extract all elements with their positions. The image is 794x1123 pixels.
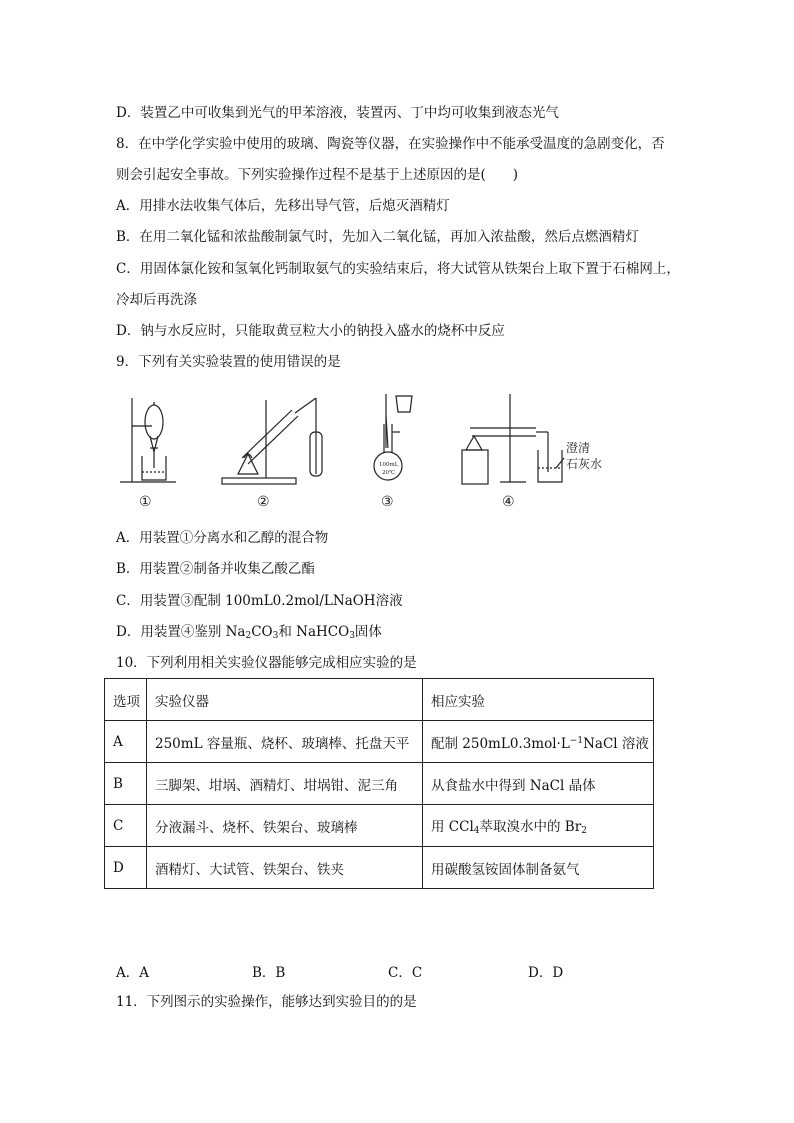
header-experiment: 相应实验 <box>423 679 654 721</box>
row-instruments: 250mL 容量瓶、烧杯、玻璃棒、托盘天平 <box>147 721 423 763</box>
q9-stem: 9．下列有关实验装置的使用错误的是 <box>116 354 341 370</box>
table-header-row <box>105 679 654 721</box>
q10-table <box>104 678 654 889</box>
q7-option-d: D．装置乙中可收集到光气的甲苯溶液，装置丙、丁中均可收集到液态光气 <box>116 105 559 121</box>
q8-option-b: B．在用二氧化锰和浓盐酸制氯气时，先加入二氧化锰，再加入浓盐酸，然后点燃酒精灯 <box>116 229 639 245</box>
row-option: B <box>105 763 147 805</box>
answer-option-d: D．D <box>528 965 564 981</box>
table-row <box>105 763 654 805</box>
figure-label-1: ① <box>139 494 152 510</box>
apparatus-3-volumetric-flask <box>374 394 412 480</box>
row-experiment: 用 CCl$_4$萃取溴水中的 $Br_2$ <box>423 805 654 847</box>
figure-label-2: ② <box>257 494 270 510</box>
q9-option-a: A．用装置①分离水和乙醇的混合物 <box>116 530 329 546</box>
q9-option-b: B．用装置②制备并收集乙酸乙酯 <box>116 561 315 577</box>
row-experiment: 从食盐水中得到 NaCl 晶体 <box>423 763 654 805</box>
row-instruments: 酒精灯、大试管、铁架台、铁夹 <box>147 847 423 889</box>
answer-option-c: C．C <box>388 965 423 981</box>
row-option: A <box>105 721 147 763</box>
header-instruments: 实验仪器 <box>147 679 423 721</box>
q9-apparatus-figure <box>116 388 603 510</box>
q10-answer-options <box>116 961 676 981</box>
table-row <box>105 721 654 763</box>
apparatus-1-separatory-funnel <box>120 398 176 482</box>
flask-volume-mark: 100mL <box>379 462 399 468</box>
row-experiment: 配制 $250mL0.3mol\cdot L^{-1}NaCl$ 溶液 <box>423 721 654 763</box>
row-experiment: 用碳酸氢铵固体制备氨气 <box>423 847 654 889</box>
row-instruments: 三脚架、坩埚、酒精灯、坩埚钳、泥三角 <box>147 763 423 805</box>
row-option: C <box>105 805 147 847</box>
table-row <box>105 805 654 847</box>
q8-stem-line1: 8．在中学化学实验中使用的玻璃、陶瓷等仪器，在实验操作中不能承受温度的急剧变化，否 <box>116 136 665 152</box>
q10-stem: 10．下列利用相关实验仪器能够完成相应实验的是 <box>116 655 417 671</box>
answer-option-a: A．A <box>116 965 149 981</box>
apparatus-drawings <box>116 388 603 510</box>
apparatus-4-lime-water-test <box>462 394 602 484</box>
flask-temperature-mark: 20℃ <box>382 470 396 476</box>
apparatus-2-heated-tube <box>222 398 322 484</box>
q8-option-a: A．用排水法收集气体后，先移出导气管，后熄灭酒精灯 <box>116 198 450 214</box>
answer-option-b: B．B <box>252 965 286 981</box>
row-option: D <box>105 847 147 889</box>
clear-label: 澄清 <box>566 441 591 455</box>
q9-option-c: C．用装置③配制 100mL0.2mol/LNaOH溶液 <box>116 593 403 609</box>
figure-label-4: ④ <box>502 494 515 510</box>
figure-label-3: ③ <box>381 494 394 510</box>
q9-option-d: D．用装置④鉴别 $Na_2CO_3$和 NaHCO$_3$固体 <box>116 624 382 641</box>
q8-option-c-line1: C．用固体氯化铵和氢氧化钙制取氨气的实验结束后，将大试管从铁架台上取下置于石棉网上， <box>116 261 680 277</box>
row-instruments: 分液漏斗、烧杯、铁架台、玻璃棒 <box>147 805 423 847</box>
lime-water-label: 石灰水 <box>566 457 603 471</box>
header-option: 选项 <box>105 679 147 721</box>
q8-option-c-line2: 冷却后再洗涤 <box>116 292 197 308</box>
table-row <box>105 847 654 889</box>
q8-stem-line2: 则会引起安全事故。下列实验操作过程不是基于上述原因的是( ) <box>116 167 519 183</box>
q11-stem: 11．下列图示的实验操作，能够达到实验目的的是 <box>116 994 417 1010</box>
q8-option-d: D．钠与水反应时，只能取黄豆粒大小的钠投入盛水的烧杯中反应 <box>116 323 505 339</box>
